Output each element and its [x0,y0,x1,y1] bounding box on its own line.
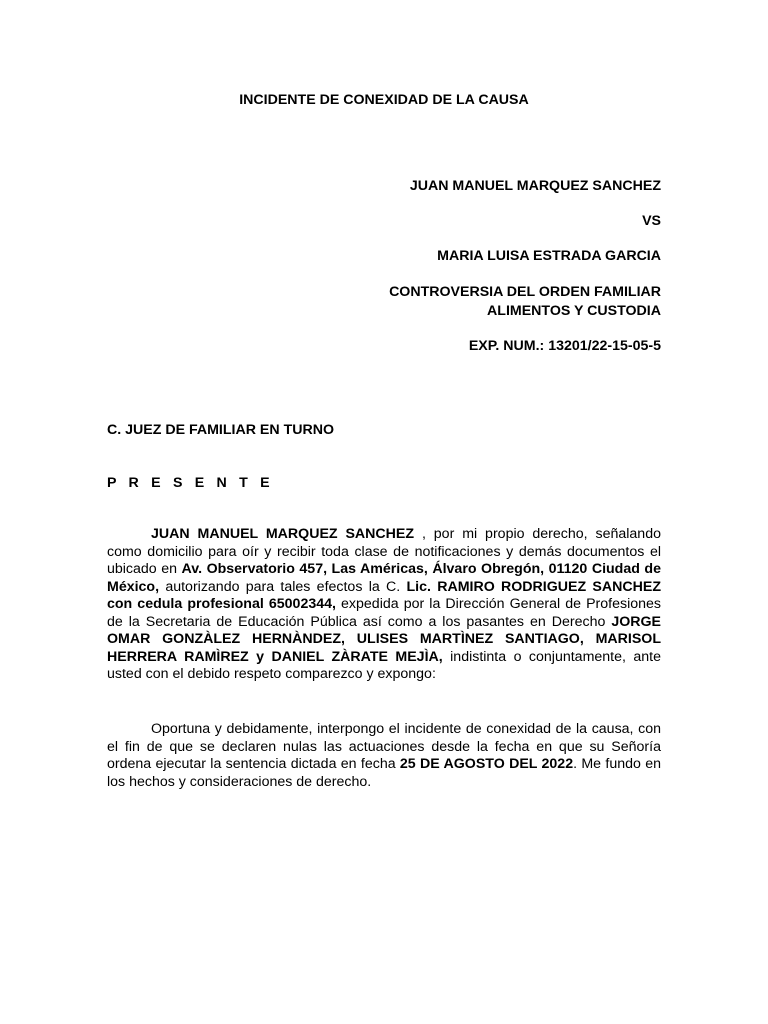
versus-label: VS [642,213,661,229]
paragraph-appearance [107,526,661,684]
presente-heading: P R E S E N T E [107,475,274,491]
file-number: EXP. NUM.: 13201/22-15-05-5 [468,338,661,354]
paragraph1-text-4: indistinta o conjuntamente, ante usted con el debido respeto comparezco y expongo: [107,648,661,682]
paragraph1-text-1: , por mi propio derecho, señalando como domicilio para oír y recibir toda clase de notificaciones y demás documentos el ubicado en [107,526,661,577]
paragraph2-text-2: . Me fundo en los hechos y consideraciones de derecho. [107,756,661,790]
interns-names: JORGE OMAR GONZÀLEZ HERNÀNDEZ, ULISES MARTÌNEZ SANTIAGO, MARISOL HERRERA RAMÌREZ y DANIEL ZÀRATE MEJÌA, [107,613,661,665]
matter-line-2: ALIMENTOS Y CUSTODIA [487,303,661,319]
paragraph1-text-2: autorizando para tales efectos la C. [159,578,407,595]
sentence-date: 25 DE AGOSTO DEL 2022 [399,756,574,772]
matter-line-1: CONTROVERSIA DEL ORDEN FAMILIAR [389,284,661,300]
addressee: C. JUEZ DE FAMILIAR EN TURNO [107,422,335,438]
petitioner-name: JUAN MANUEL MARQUEZ SANCHEZ [151,526,415,542]
defendant-name: MARIA LUISA ESTRADA GARCIA [437,248,661,264]
paragraph2-text-1: Oportuna y debidamente, interpongo el incidente de conexidad de la causa, con el fin de que se declaren nulas las actuaciones desde la fecha en que su Señoría ordena ejecutar la sentencia dictada en fecha [107,721,661,772]
paragraph-petition [107,721,661,791]
plaintiff-name: JUAN MANUEL MARQUEZ SANCHEZ [409,178,661,194]
address: Av. Observatorio 457, Las Américas, Álvaro Obregón, 01120 Ciudad de México, [107,561,661,595]
paragraph1-text-3: expedida por la Dirección General de Profesiones de la Secretaria de Educación Pública así como a los pasantes en Derecho [107,596,661,630]
document-title: INCIDENTE DE CONEXIDAD DE LA CAUSA [239,92,529,108]
lawyer-name: Lic. RAMIRO RODRIGUEZ SANCHEZ con cedula profesional 65002344, [107,578,661,612]
